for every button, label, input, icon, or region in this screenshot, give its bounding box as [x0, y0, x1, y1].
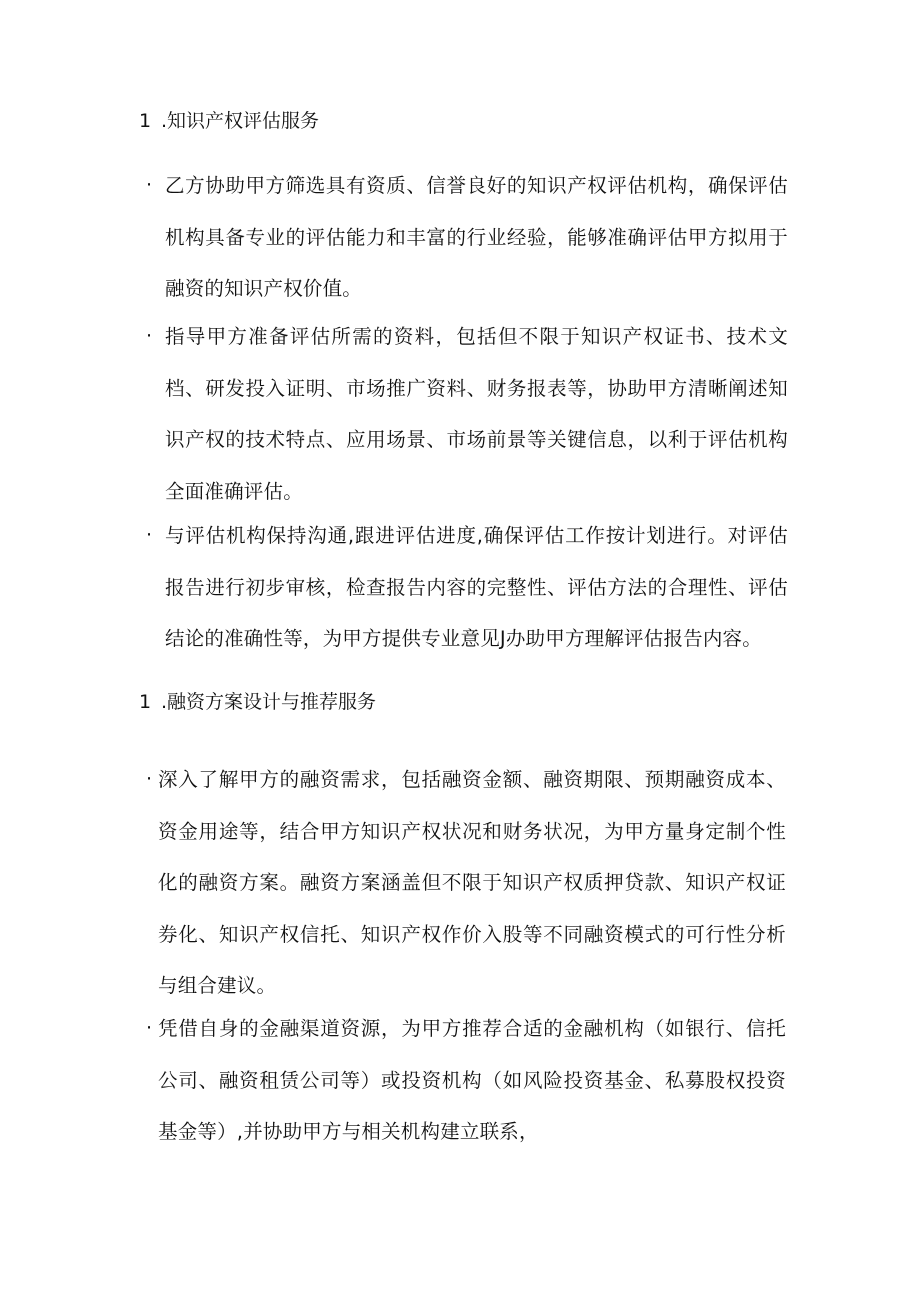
- list-item: [146, 1003, 786, 1158]
- list-item: [146, 754, 786, 1012]
- section-title: .融资方案设计与推荐服务: [161, 691, 377, 713]
- bullet-dot: ·: [146, 524, 153, 546]
- bullet-dot: ·: [146, 1017, 153, 1039]
- bullet-dot: ·: [146, 768, 153, 790]
- list-item-text: 深入了解甲方的融资需求，包括融资金额、融资期限、预期融资成本、资金用途等，结合甲方知识产权状况和财务状况，为甲方量身定制个性化的融资方案。融资方案涵盖但不限于知识产权质押贷款、知识产权证券化、知识产权信托、知识产权作价入股等不同融资模式的可行性分析与组合建议。: [158, 768, 786, 997]
- section-number: 1: [139, 691, 152, 713]
- bullet-dot: ·: [146, 174, 153, 196]
- section-number: 1: [139, 110, 152, 132]
- list-item: [146, 311, 788, 517]
- section-title: .知识产权评估服务: [161, 110, 320, 132]
- list-item-text: 凭借自身的金融渠道资源，为甲方推荐合适的金融机构（如银行、信托公司、融资租赁公司等）或投资机构（如风险投资基金、私募股权投资基金等）,并协助甲方与相关机构建立联系，: [158, 1017, 786, 1143]
- list-item-text: 指导甲方准备评估所需的资料，包括但不限于知识产权证书、技术文档、研发投入证明、市场推广资料、财务报表等，协助甲方清晰阐述知识产权的技术特点、应用场景、市场前景等关键信息，以利于评估机构全面准确评估。: [165, 325, 788, 503]
- list-item: [146, 160, 788, 315]
- list-item: [146, 510, 788, 665]
- list-item-text: 与评估机构保持沟通,跟进评估进度,确保评估工作按计划进行。对评估报告进行初步审核，检查报告内容的完整性、评估方法的合理性、评估结论的准确性等，为甲方提供专业意见J办助甲方理解评估报告内容。: [165, 524, 788, 650]
- list-item-text: 乙方协助甲方筛选具有资质、信誉良好的知识产权评估机构，确保评估机构具备专业的评估能力和丰富的行业经验，能够准确评估甲方拟用于融资的知识产权价值。: [165, 174, 788, 300]
- section-heading-ip-valuation: [139, 107, 319, 135]
- bullet-dot: ·: [146, 325, 153, 347]
- section-heading-financing-plan: [139, 688, 376, 716]
